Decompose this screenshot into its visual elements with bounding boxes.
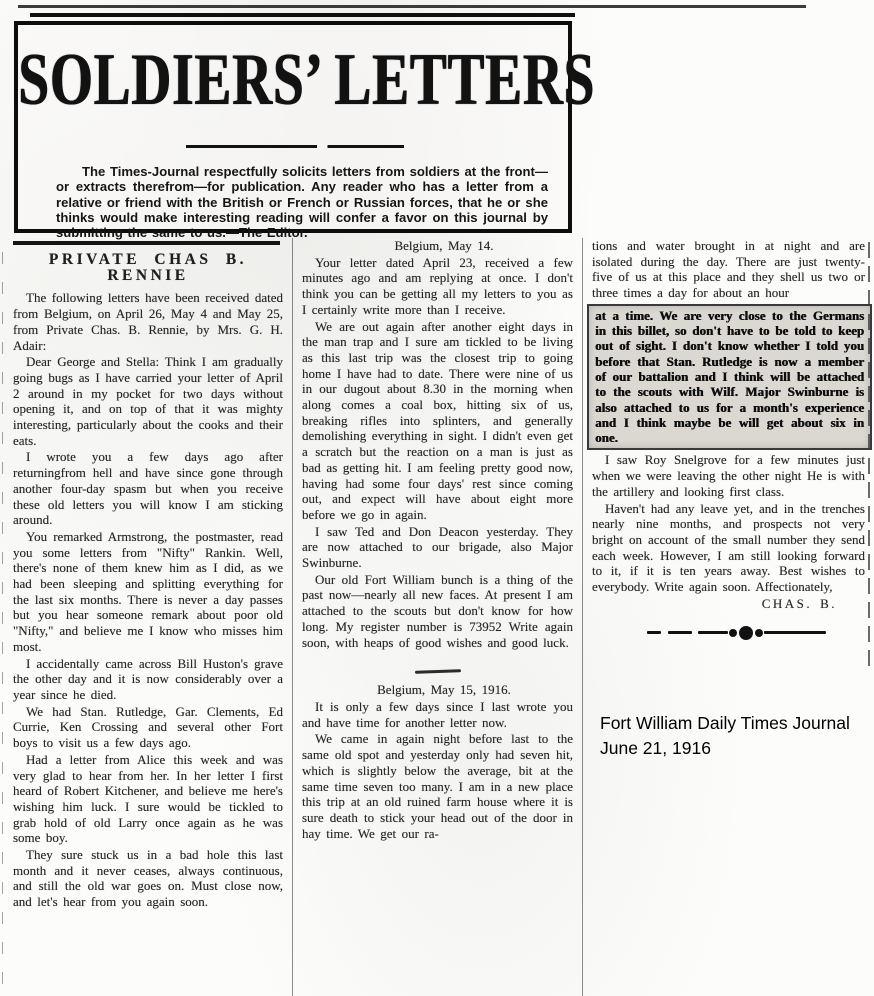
ornament-dot [755,629,763,637]
column-rule-right [868,242,870,672]
paragraph: We are out again after another eight days in the man trap and I sure am tickled to be living as this last trip was the closest trip to going home I have had to date. There were nine of us in our dugout about 8.30 in the morning when along comes a coal box, hitting six of us, breaking rifles into splinters, and generally demolishing everything in sight. I didn't even get a scratch but the reaction on a man is just as bad as getting hit. I am feeling pretty good now, having had some four days' rest since coming out, and expect will have about eight more before we go in again. [302,318,573,522]
ornament-dash [647,631,661,634]
editor-note: The Times-Journal respectfully solicits letters from soldiers at the front—or extracts therefrom—for publication. Any reader who has a letter from a relative or friend with the British or French or Russian forces, that he or she thinks would make interesting reading will confer a favor on this journal by submitting the same to us.—The Editor. [56,164,548,241]
dateline: Belgium, May 15, 1916. [377,682,511,698]
masthead-box [14,21,595,241]
article-heading: PRIVATE CHAS B. RENNIE [48,251,248,284]
column-rule-left [2,252,3,992]
paragraph: I wrote you a few days ago after returningfrom hell and have since gone through another four-day spasm but when you receive these old letters you will know I am sticking around. [13,449,283,528]
masthead-divider [186,145,404,148]
paragraph: tions and water brought in at night and are isolated during the day. There are just twenty-five of us at this place and they shell us two or three times a day for about an hour [592,238,865,301]
caption-line2: June 21, 1916 [600,738,711,758]
ornament-dot [739,626,753,640]
paragraph: The following letters have been received dated from Belgium, on April 26, May 4 and May 25, from Private Chas. B. Rennie, by Mrs. G. H. Adair: [13,290,283,353]
masthead-title: SOLDIERS’ LETTERS [18,38,595,121]
paragraph: They sure stuck us in a bad hole this last month and it never ceases, always continuous, and still the old war goes on. Must close now, and let's hear from you again soon. [13,847,283,910]
paragraph: Had a letter from Alice this week and was very glad to hear from her. In her letter I first heard of Robert Kitchener, and believe me here's wishing him luck. I sure would be tickled to grab hold of old Larry once again as he was some boy. [13,751,283,846]
section-divider [414,669,460,674]
paragraph: I accidentally came across Bill Huston's grave the other day and it is now considerably over a year since he died. [13,655,283,702]
signature: CHAS. B. [761,595,837,611]
paragraph: We had Stan. Rutledge, Gar. Clements, Ed Currie, Ken Crossing and several other Fort boys to visit us a few days ago. [13,703,283,751]
top-rule [18,5,806,8]
column-1 [0,238,293,996]
ornament-dash [764,631,826,634]
paragraph: Dear George and Stella: Think I am gradually going bugs as I have carried your letter of April 2 around in my pocket for two days without opening it, and on top of that it was mighty interesting, particularly about the cooks and their eats. [13,354,283,448]
column-rule [13,241,280,245]
column-3 [583,238,874,996]
source-caption [600,711,850,761]
paragraph: It is only a few days since I last wrote you and have time for another letter now. [302,698,573,730]
paragraph: I saw Roy Snelgrove for a few minutes just when we were leaving the other night He is with the artillery and looking first class. [592,452,865,499]
paragraph: Your letter dated April 23, received a few minutes ago and am replying at once. I don't think you can be getting all my letters to you as I certainly write more than I receive. [302,254,573,317]
ornament-divider [647,626,857,640]
ornament-dash [668,631,692,634]
top-rule-thick [30,13,575,17]
ornament-dot [729,629,737,637]
paragraph: Our old Fort William bunch is a thing of the past now—nearly all new faces. At present I am attached to the scouts but don't know for how long. My register number is 73952 Write again soon, with heaps of good wishes and good luck. [302,571,573,650]
caption-line1: Fort William Daily Times Journal [600,713,850,733]
article-columns [0,238,874,996]
ornament-dash [698,631,728,634]
column-2 [293,238,583,996]
paragraph: We came in again night before last to the same old spot and yesterday only had seven hit, which is slightly below the average, bit at the same time seven too many. I am in a new place this trip at an old ruined farm house where it is sure death to stick your head out of the door in hay time. We get our ra- [302,731,573,841]
dateline: Belgium, May 14. [394,238,494,253]
paragraph: You remarked Armstrong, the postmaster, read you some letters from "Nifty" Rankin. Well, there's none of them knew him as I did, as we had been sleeping and splitting everything for the last six months. There is never a day passes but you hear someone remark about poor old "Nifty," and believe me I know who misses him most. [13,528,283,654]
paragraph: I saw Ted and Don Deacon yesterday. They are now attached to our brigade, also Major Swinburne. [302,523,573,571]
paragraph: Haven't had any leave yet, and in the trenches nearly nine months, and prospects not very bright on account of the small number they send each week. However, I am still looking forward to it, if it is ten years away. Best wishes to everybody. Write again soon. Affectionately, [592,500,865,595]
highlighted-passage: at a time. We are very close to the Germans in this billet, so don't have to be told to keep out of sight. I don't know whether I told you before that Stan. Rutledge is now a member of our battalion and I think will be attached to the scouts with Wilf. Major Swinburne is also attached to us for a month's experience and I think maybe be will get about six in one. [587,304,872,451]
